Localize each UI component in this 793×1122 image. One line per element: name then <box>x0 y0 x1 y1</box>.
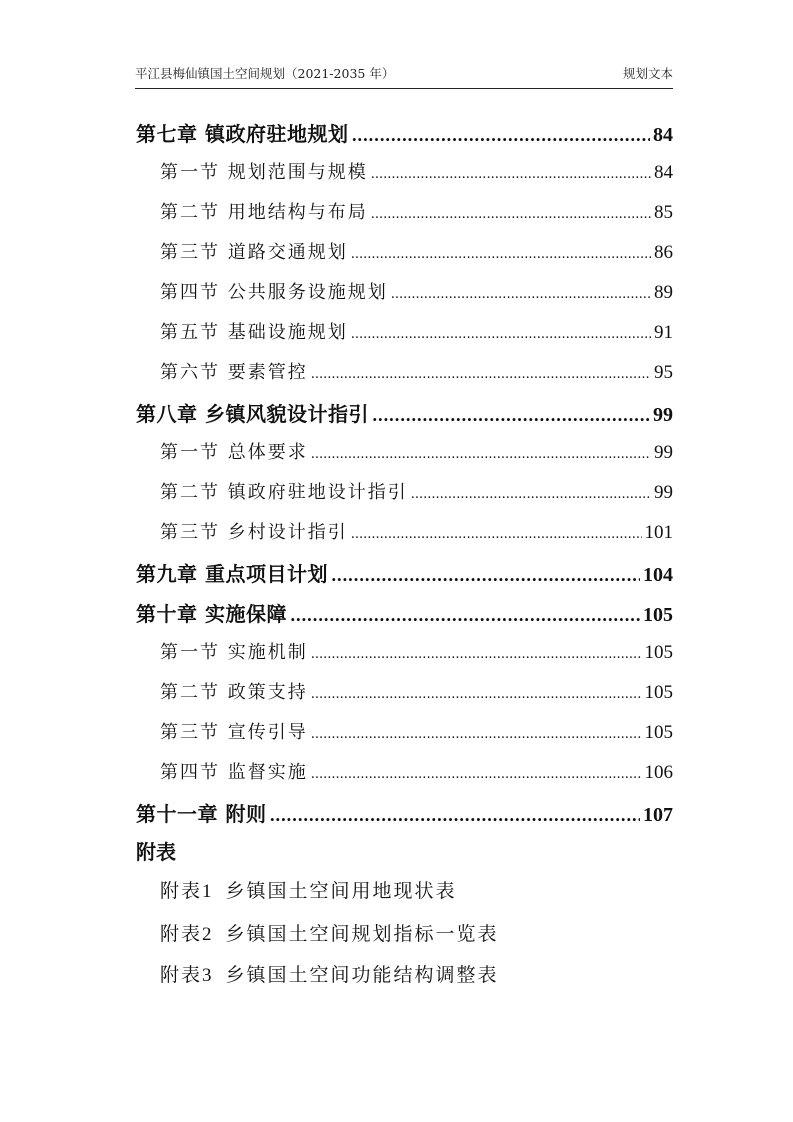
toc-page-number: 84 <box>653 124 673 146</box>
appendix-title: 乡镇国土空间规划指标一览表 <box>225 923 499 945</box>
dot-leader <box>372 406 650 425</box>
toc-chapter-entry[interactable] <box>136 558 673 587</box>
toc-section-entry[interactable] <box>160 438 673 464</box>
toc-section-entry[interactable] <box>160 718 673 744</box>
dot-leader <box>311 687 642 702</box>
dot-leader <box>351 527 642 542</box>
toc-section-entry[interactable] <box>160 358 673 384</box>
toc-page-number: 95 <box>654 362 673 383</box>
dot-leader <box>290 606 640 625</box>
toc-page-number: 99 <box>654 442 673 463</box>
toc-page-number: 86 <box>654 242 673 263</box>
toc-section-entry[interactable] <box>160 518 673 544</box>
toc-entry-title: 第七章 镇政府驻地规划 <box>136 122 349 146</box>
toc-section-entry[interactable] <box>160 678 673 704</box>
appendix-item[interactable] <box>160 960 499 987</box>
appendix-item[interactable] <box>160 919 499 946</box>
toc-page-number: 85 <box>654 202 673 223</box>
dot-leader <box>351 327 651 342</box>
toc-page-number: 106 <box>644 762 673 783</box>
toc-chapter-entry[interactable] <box>136 398 673 427</box>
toc-section-entry[interactable] <box>160 758 673 784</box>
toc-entry-title: 第六节 要素管控 <box>160 362 308 383</box>
toc-page-number: 105 <box>644 722 673 743</box>
toc-page-number: 105 <box>643 604 673 626</box>
dot-leader <box>311 447 651 462</box>
toc-entry-title: 第十一章 附则 <box>136 802 267 826</box>
dot-leader <box>311 727 642 742</box>
dot-leader <box>269 806 640 825</box>
appendix-item[interactable] <box>160 876 457 903</box>
toc-entry-title: 第九章 重点项目计划 <box>136 562 328 586</box>
toc-page-number: 104 <box>643 564 673 586</box>
toc-entry-title: 第八章 乡镇风貌设计指引 <box>136 402 369 426</box>
toc-page-number: 99 <box>653 404 673 426</box>
toc-page-number: 99 <box>654 482 673 503</box>
toc-page-number: 84 <box>654 162 673 183</box>
toc-entry-title: 第二节 镇政府驻地设计指引 <box>160 482 408 503</box>
toc-entry-title: 第四节 监督实施 <box>160 762 308 783</box>
toc-entry-title: 第一节 规划范围与规模 <box>160 162 368 183</box>
toc-entry-title: 第一节 总体要求 <box>160 442 308 463</box>
toc-section-entry[interactable] <box>160 238 673 264</box>
toc-entry-title: 第三节 乡村设计指引 <box>160 522 348 543</box>
document-type: 规划文本 <box>622 66 673 81</box>
dot-leader <box>371 207 651 222</box>
dot-leader <box>351 126 650 145</box>
toc-page-number: 107 <box>643 804 673 826</box>
toc-entry-title: 第十章 实施保障 <box>136 602 287 626</box>
appendix-label: 附表 <box>160 880 203 902</box>
toc-section-entry[interactable] <box>160 638 673 664</box>
appendix-heading: 附表 <box>136 840 176 864</box>
toc-entry-title: 第四节 公共服务设施规划 <box>160 282 388 303</box>
dot-leader <box>351 247 651 262</box>
dot-leader <box>391 287 651 302</box>
toc-section-entry[interactable] <box>160 198 673 224</box>
toc-page-number: 91 <box>654 322 673 343</box>
dot-leader <box>311 767 642 782</box>
dot-leader <box>411 487 651 502</box>
toc-entry-title: 第二节 用地结构与布局 <box>160 202 368 223</box>
toc-entry-title: 第二节 政策支持 <box>160 682 308 703</box>
appendix-number: 3 <box>202 965 212 986</box>
toc-chapter-entry[interactable] <box>136 118 673 147</box>
toc-chapter-entry[interactable] <box>136 798 673 827</box>
appendix-label: 附表 <box>160 923 203 945</box>
appendix-number: 1 <box>202 881 212 902</box>
toc-page-number: 101 <box>644 522 673 543</box>
toc-entry-title: 第五节 基础设施规划 <box>160 322 348 343</box>
dot-leader <box>311 367 651 382</box>
dot-leader <box>311 647 642 662</box>
document-title: 平江县梅仙镇国土空间规划（2021-2035 年） <box>135 66 395 81</box>
toc-page-number: 105 <box>644 682 673 703</box>
toc-section-entry[interactable] <box>160 478 673 504</box>
toc-section-entry[interactable] <box>160 318 673 344</box>
page-header <box>135 60 673 84</box>
dot-leader <box>331 566 640 585</box>
header-divider <box>135 88 673 89</box>
appendix-label: 附表 <box>160 964 203 986</box>
appendix-title: 乡镇国土空间用地现状表 <box>225 880 457 902</box>
toc-entry-title: 第一节 实施机制 <box>160 642 308 663</box>
appendix-number: 2 <box>202 924 212 945</box>
toc-page-number: 89 <box>654 282 673 303</box>
toc-section-entry[interactable] <box>160 278 673 304</box>
toc-entry-title: 第三节 宣传引导 <box>160 722 308 743</box>
toc-page-number: 105 <box>644 642 673 663</box>
toc-section-entry[interactable] <box>160 158 673 184</box>
toc-chapter-entry[interactable] <box>136 598 673 627</box>
appendix-title: 乡镇国土空间功能结构调整表 <box>225 964 499 986</box>
dot-leader <box>371 167 651 182</box>
toc-entry-title: 第三节 道路交通规划 <box>160 242 348 263</box>
